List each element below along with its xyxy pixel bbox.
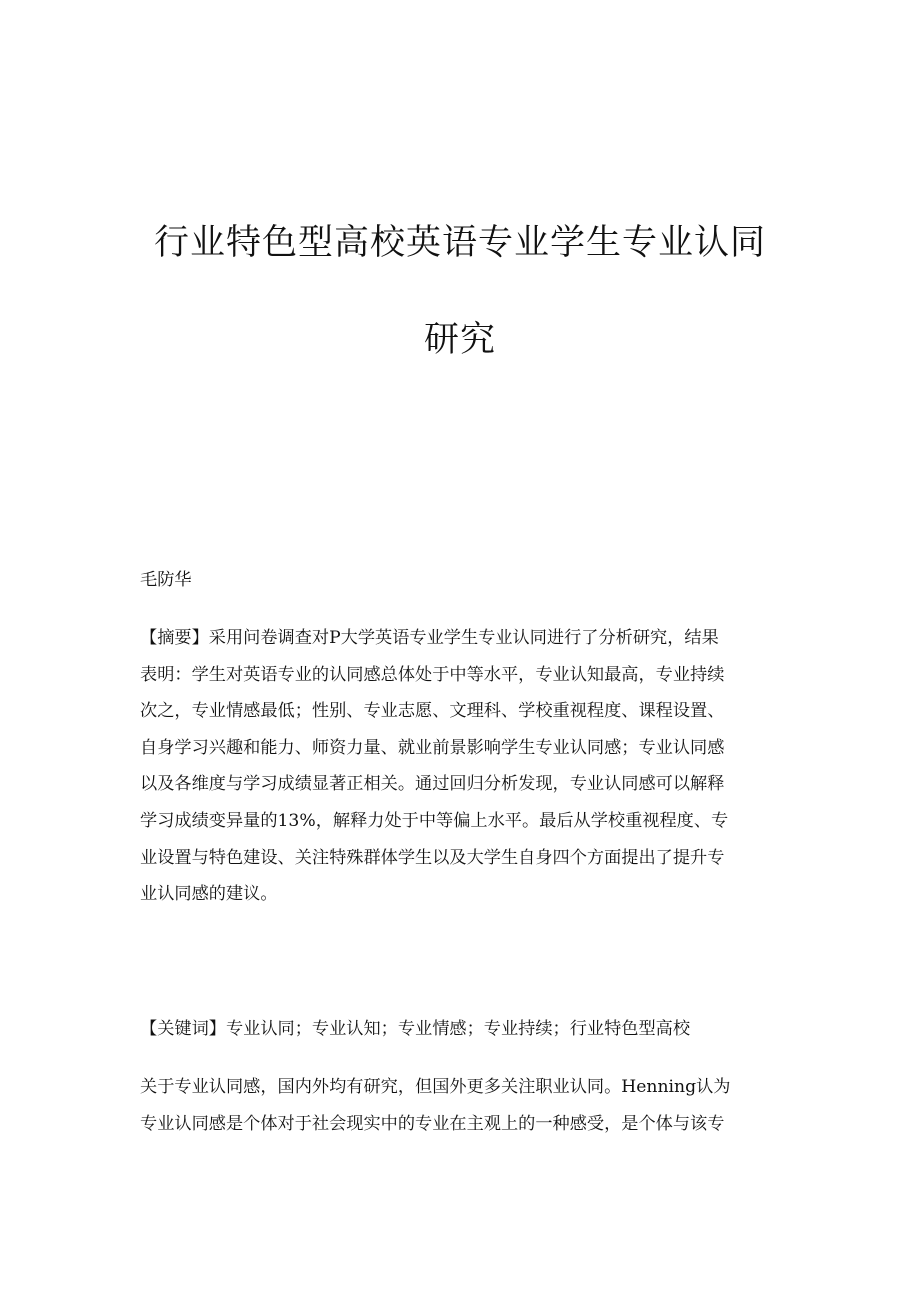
- keywords-line: 【关键词】专业认同；专业认知；专业情感；专业持续；行业特色型高校: [140, 1019, 691, 1039]
- abstract-line: 以及各维度与学习成绩显著正相关。通过回归分析发现，专业认同感可以解释: [140, 774, 725, 795]
- document-title-line-1: 行业特色型高校英语专业学生专业认同: [153, 223, 766, 263]
- body-paragraph: [140, 1069, 772, 1142]
- abstract-line: 业认同感的建议。: [140, 884, 278, 905]
- author-name: 毛防华: [140, 570, 192, 590]
- abstract-line: 【摘要】采用问卷调查对P大学英语专业学生专业认同进行了分析研究，结果: [140, 628, 719, 648]
- body-line: 关于专业认同感，国内外均有研究，但国外更多关注职业认同。Henning认为: [140, 1077, 731, 1097]
- abstract-line: 次之，专业情感最低；性别、专业志愿、文理科、学校重视程度、课程设置、: [140, 701, 725, 722]
- abstract-line: 表明：学生对英语专业的认同感总体处于中等水平，专业认知最高，专业持续: [140, 664, 725, 685]
- abstract-line: 自身学习兴趣和能力、师资力量、就业前景影响学生专业认同感；专业认同感: [140, 737, 725, 758]
- abstract-line: 业设置与特色建设、关注特殊群体学生以及大学生自身四个方面提出了提升专: [140, 847, 725, 868]
- abstract-line: 学习成绩变异量的13%，解释力处于中等偏上水平。最后从学校重视程度、专: [140, 810, 729, 831]
- body-line: 专业认同感是个体对于社会现实中的专业在主观上的一种感受，是个体与该专: [140, 1113, 725, 1134]
- abstract-paragraph: [140, 620, 772, 913]
- document-title-line-2: 研究: [423, 320, 496, 360]
